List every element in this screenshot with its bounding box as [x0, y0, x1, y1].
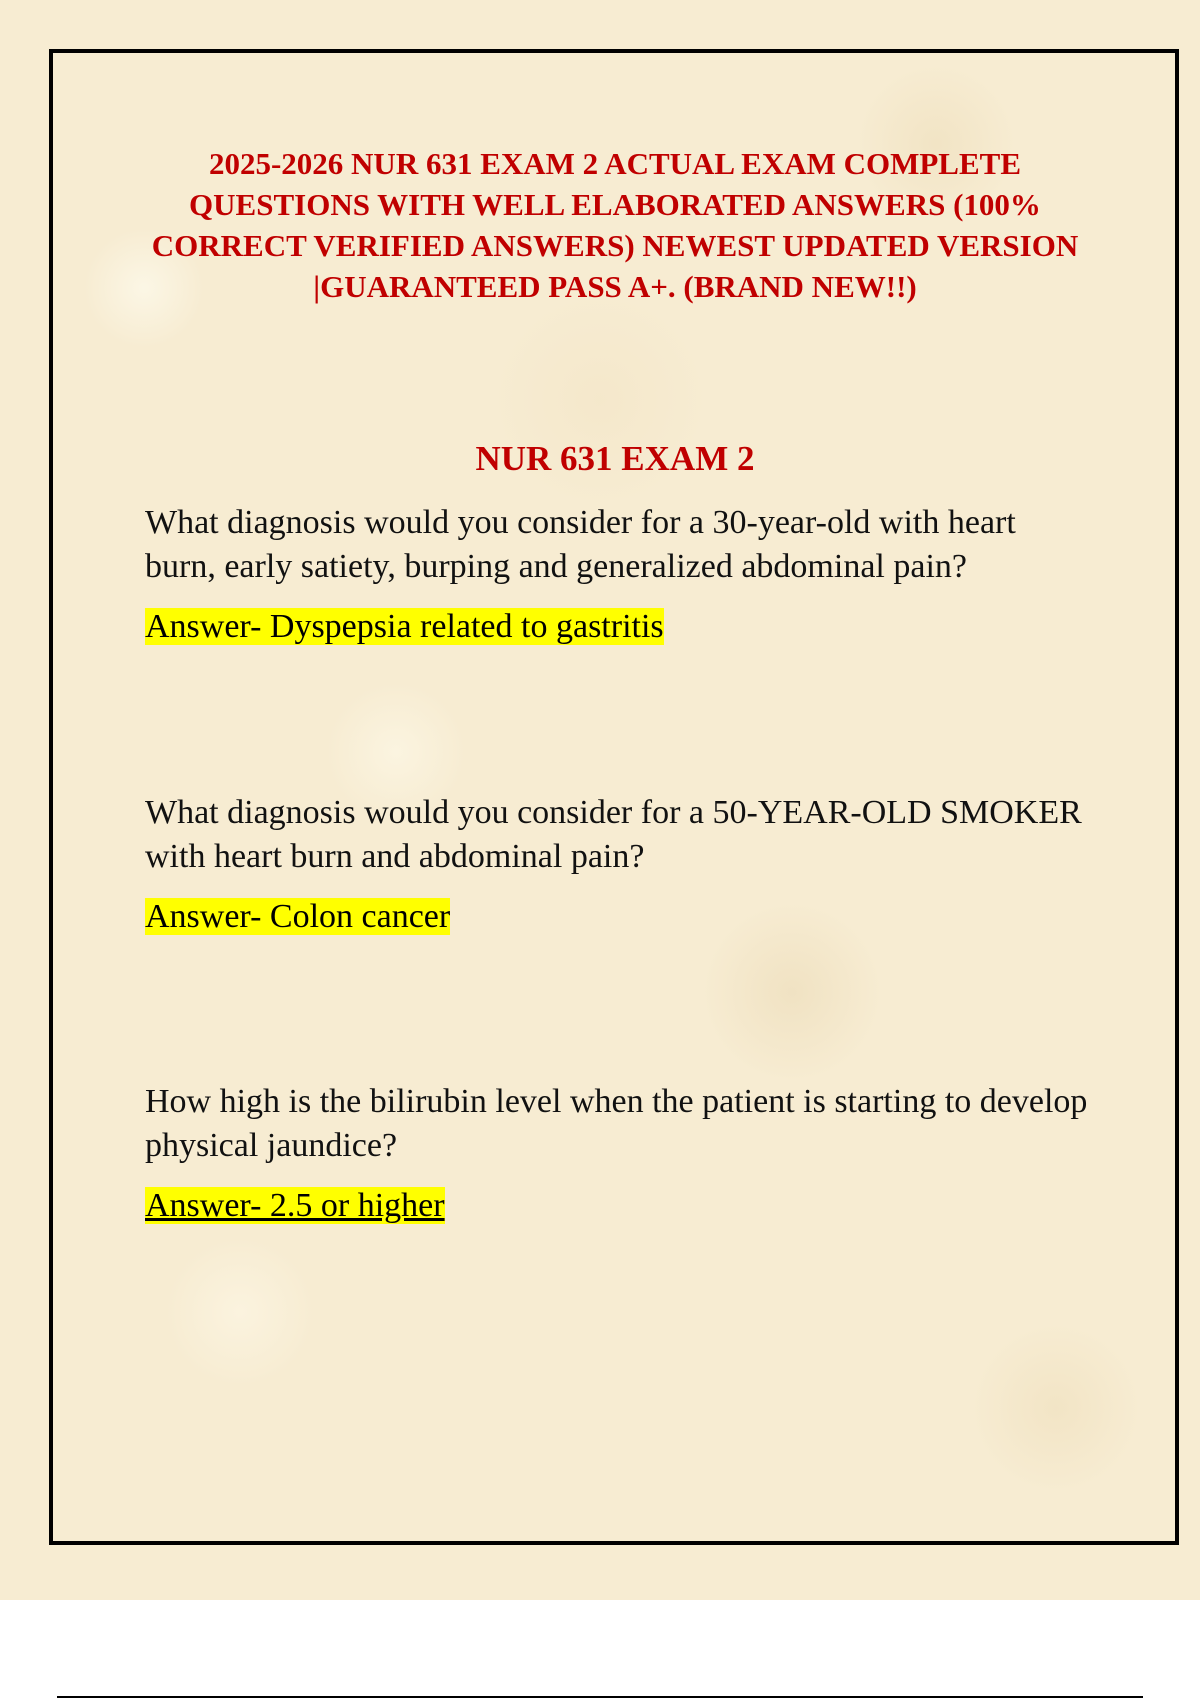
answer-highlight: Answer- Dyspepsia related to gastritis: [145, 608, 664, 645]
question-block: [145, 1080, 1095, 1228]
question-block: [145, 791, 1095, 939]
question-text: What diagnosis would you consider for a 50-YEAR-OLD SMOKER with heart burn and abdominal pain?: [145, 794, 1082, 875]
exam-heading: NUR 631 EXAM 2: [475, 439, 755, 478]
question-block: [145, 501, 1095, 649]
answer-highlight: Answer- Colon cancer: [145, 898, 451, 935]
answer-text: [145, 895, 1095, 939]
answer-text: [145, 605, 1095, 649]
answer-text: [145, 1184, 1095, 1228]
question-text: How high is the bilirubin level when the patient is starting to develop physical jaundice?: [145, 1083, 1088, 1164]
footer-divider: [57, 1696, 1143, 1698]
document-title: 2025-2026 NUR 631 EXAM 2 ACTUAL EXAM COMPLETE QUESTIONS WITH WELL ELABORATED ANSWERS (100% CORRECT VERIFIED ANSWERS) NEWEST UPDATED VERSION |GUARANTEED PASS A+. (BRAND NEW!!): [151, 146, 1079, 304]
answer-highlight: Answer- 2.5 or higher: [145, 1187, 445, 1224]
question-text: What diagnosis would you consider for a 30-year-old with heart burn, early satiety, burping and generalized abdominal pain?: [145, 504, 1016, 585]
